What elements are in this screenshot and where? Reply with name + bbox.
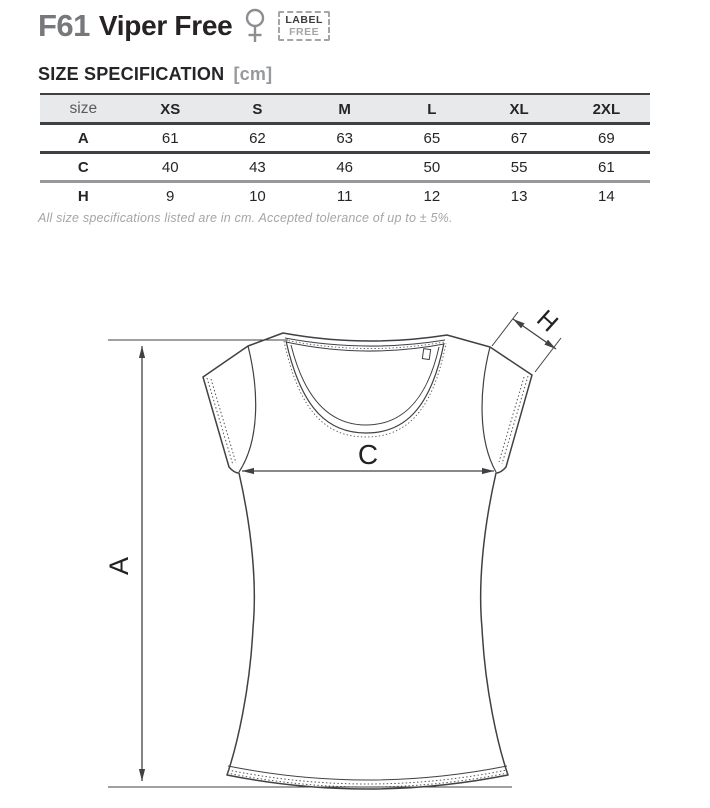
value-cell: 61 (598, 159, 615, 176)
product-code: F61 (38, 8, 90, 43)
value-cell: 67 (510, 130, 528, 147)
dimension-a-label: A (104, 556, 134, 576)
value-cell: 62 (249, 130, 266, 147)
value-cell: 50 (423, 159, 441, 176)
badge-line2: FREE (289, 25, 320, 38)
label-free-badge (278, 11, 330, 40)
value-cell: 43 (249, 159, 266, 176)
tolerance-footnote: All size specifications listed are in cm. Accepted tolerance of up to ± 5%. (38, 211, 453, 225)
table-row-h (40, 182, 650, 210)
size-table (40, 93, 650, 209)
value-cell: 12 (423, 188, 441, 205)
value-cell: 65 (423, 130, 441, 147)
header-cell-m: M (338, 100, 351, 118)
badge-line1: LABEL (285, 14, 323, 27)
collar-tag (422, 349, 430, 360)
size-table-header-row (40, 94, 650, 124)
dimension-c-label: C (357, 439, 379, 470)
header-cell-xl: XL (509, 100, 529, 118)
value-cell: 9 (166, 188, 175, 205)
table-row-c (40, 153, 650, 182)
section-title (38, 64, 272, 85)
row-label: A (77, 130, 89, 147)
value-cell: 40 (161, 159, 179, 176)
dimension-h-label: H (531, 304, 564, 338)
value-cell: 69 (598, 130, 615, 147)
header-cell-s: S (252, 100, 263, 118)
dimension-h-ext-upper (492, 312, 518, 346)
value-cell: 61 (161, 130, 179, 147)
section-title-text: SIZE SPECIFICATION (38, 64, 225, 84)
female-icon (243, 8, 267, 44)
header-cell-size: size (69, 100, 98, 117)
value-cell: 55 (510, 159, 528, 176)
value-cell: 14 (598, 188, 615, 205)
header-cell-2xl: 2XL (592, 100, 621, 118)
header-cell-xs: XS (160, 100, 181, 118)
tshirt-diagram (0, 280, 710, 808)
table-row-a (40, 124, 650, 153)
value-cell: 11 (336, 188, 353, 205)
product-header (38, 8, 330, 44)
header-cell-l: L (427, 100, 437, 118)
value-cell: 63 (336, 130, 353, 147)
value-cell: 46 (336, 159, 353, 176)
product-name: Viper Free (98, 10, 233, 41)
value-cell: 10 (249, 188, 266, 205)
row-label: H (77, 188, 89, 205)
value-cell: 13 (510, 188, 528, 205)
section-unit: [cm] (233, 64, 273, 84)
row-label: C (77, 159, 89, 176)
